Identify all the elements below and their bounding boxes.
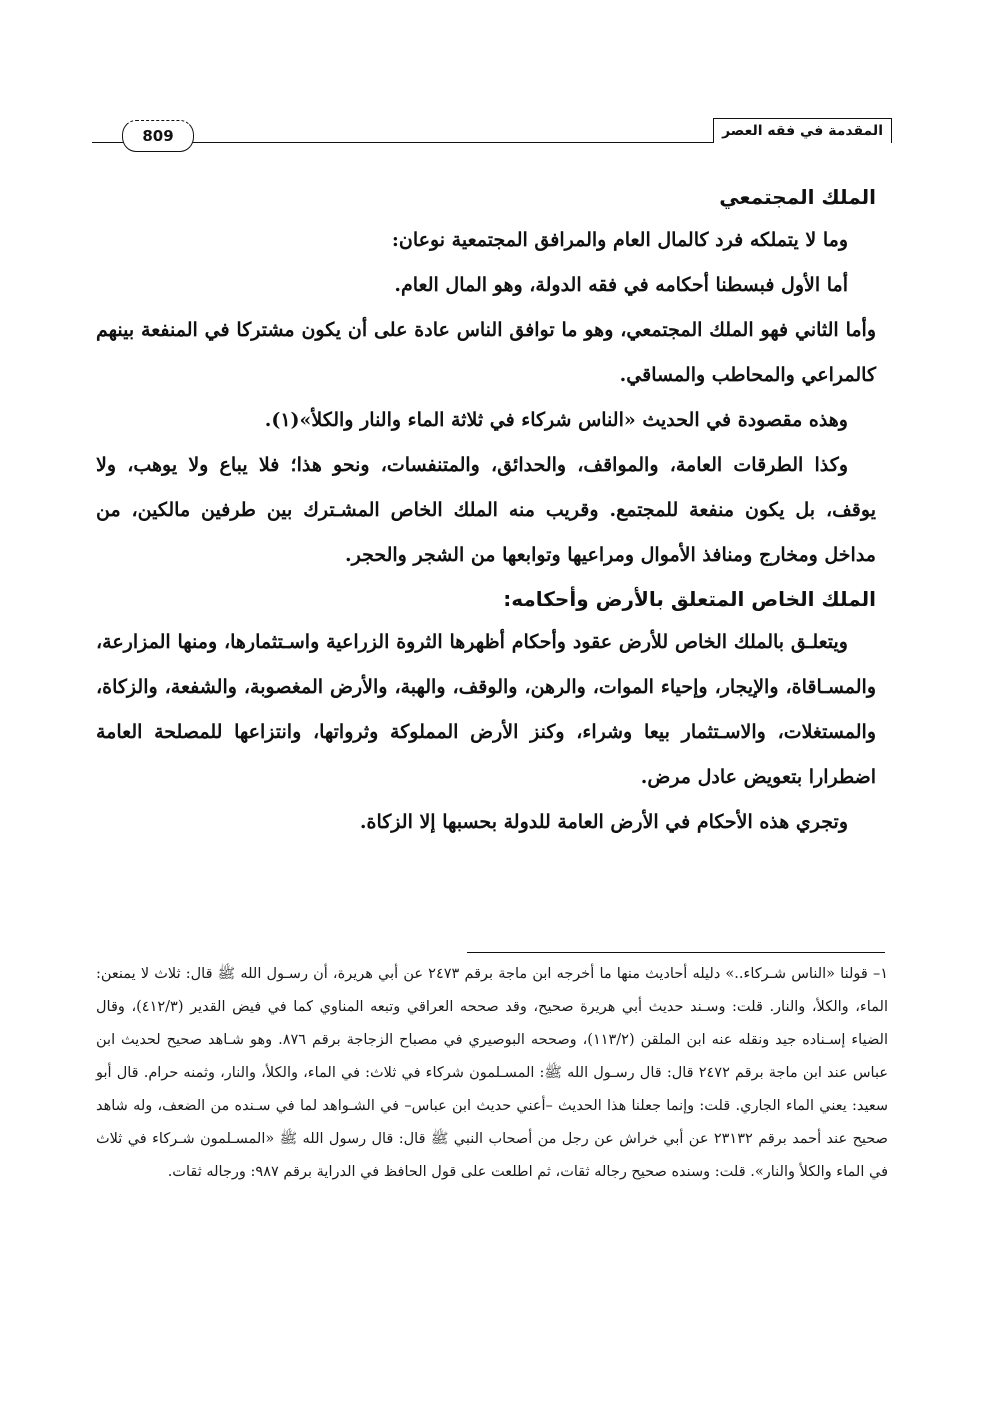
footnote-1: ١– قولنا «الناس شـركاء..» دليله أحاديث منها ما أخرجه ابن ماجة برقم ٢٤٧٣ عن أبي هريرة، أن رسـول الله ﷺ قال: ثلاث لا يمنعن: الماء، والكلأ، والنار. قلت: وسـند حديث أبي هريرة صحيح، وقد صححه العراقي وتبعه المناوي كما في فيض القدير (٤١٢/٣)، وقال الضياء إسـناده جيد ونقله عنه ابن الملقن (١١٣/٢)، وصححه البوصيري في مصباح الزجاجة برقم ٨٧٦. وهو شـاهد صحيح لحديث ابن عباس عند ابن ماجة برقم ٢٤٧٢ قال: قال رسـول الله ﷺ: المسـلمون شركاء في ثلاث: في الماء، والكلأ، والنار، وثمنه حرام. قال أبو سعيد: يعني الماء الجاري. قلت: وإنما جعلنا هذا الحديث –أعني حديث ابن عباس– في الشـواهد لما في سـنده من الضعف، وله شاهد صحيح عند أحمد برقم ٢٣١٣٢ عن أبي خراش عن رجل من أصحاب النبي ﷺ قال: قال رسول الله ﷺ «المسـلمون شـركاء في ثلاث في الماء والكلأ والنار». قلت: وسنده صحيح رجاله ثقات، ثم اطلعت على قول الحافظ في الدراية برقم ٩٨٧: ورجاله ثقات. (96, 966, 888, 1180)
main-text (96, 176, 876, 845)
paragraph: وكذا الطرقات العامة، والمواقف، والحدائق، والمتنفسات، ونحو هذا؛ فلا يباع ولا يوهب، ولا يوقف، بل يكون منفعة للمجتمع. وقريب منه الملك الخاص المشـترك بين طرفين مالكين، من مداخل ومخارج ومنافذ الأموال ومراعيها وتوابعها من الشجر والحجر. (96, 454, 876, 566)
page-header (92, 118, 892, 154)
paragraph: ويتعلـق بالملك الخاص للأرض عقود وأحكام أظهرها الثروة الزراعية واسـتثمارها، ومنها المزارعة، والمسـاقاة، والإيجار، وإحياء الموات، والرهن، والوقف، والهبة، والأرض المغصوبة، والشفعة، والزكاة، والمستغلات، والاسـتثمار بيعا وشراء، وكنز الأرض المملوكة وثرواتها، وانتزاعها للمصلحة العامة اضطرارا بتعويض عادل مرض. (96, 631, 876, 788)
footnotes (96, 958, 888, 1189)
paragraph: أما الأول فبسطنا أحكامه في فقه الدولة، وهو المال العام. (394, 274, 848, 296)
footnote-separator (467, 952, 885, 953)
running-title: المقدمة في فقه العصر (713, 118, 892, 143)
page-number: 809 (122, 120, 194, 152)
section-heading-communal-ownership: الملك المجتمعي (719, 185, 876, 209)
paragraph: وهذه مقصودة في الحديث «الناس شركاء في ثلاثة الماء والنار والكلأ»(١). (264, 409, 848, 431)
paragraph: وما لا يتملكه فرد كالمال العام والمرافق المجتمعية نوعان: (391, 229, 848, 251)
paragraph: وتجري هذه الأحكام في الأرض العامة للدولة بحسبها إلا الزكاة. (359, 811, 848, 833)
paragraph: وأما الثاني فهو الملك المجتمعي، وهو ما توافق الناس عادة على أن يكون مشتركا في المنفعة بينهم كالمراعي والمحاطب والمساقي. (96, 319, 876, 386)
section-heading-land-ownership: الملك الخاص المتعلق بالأرض وأحكامه: (503, 587, 876, 611)
